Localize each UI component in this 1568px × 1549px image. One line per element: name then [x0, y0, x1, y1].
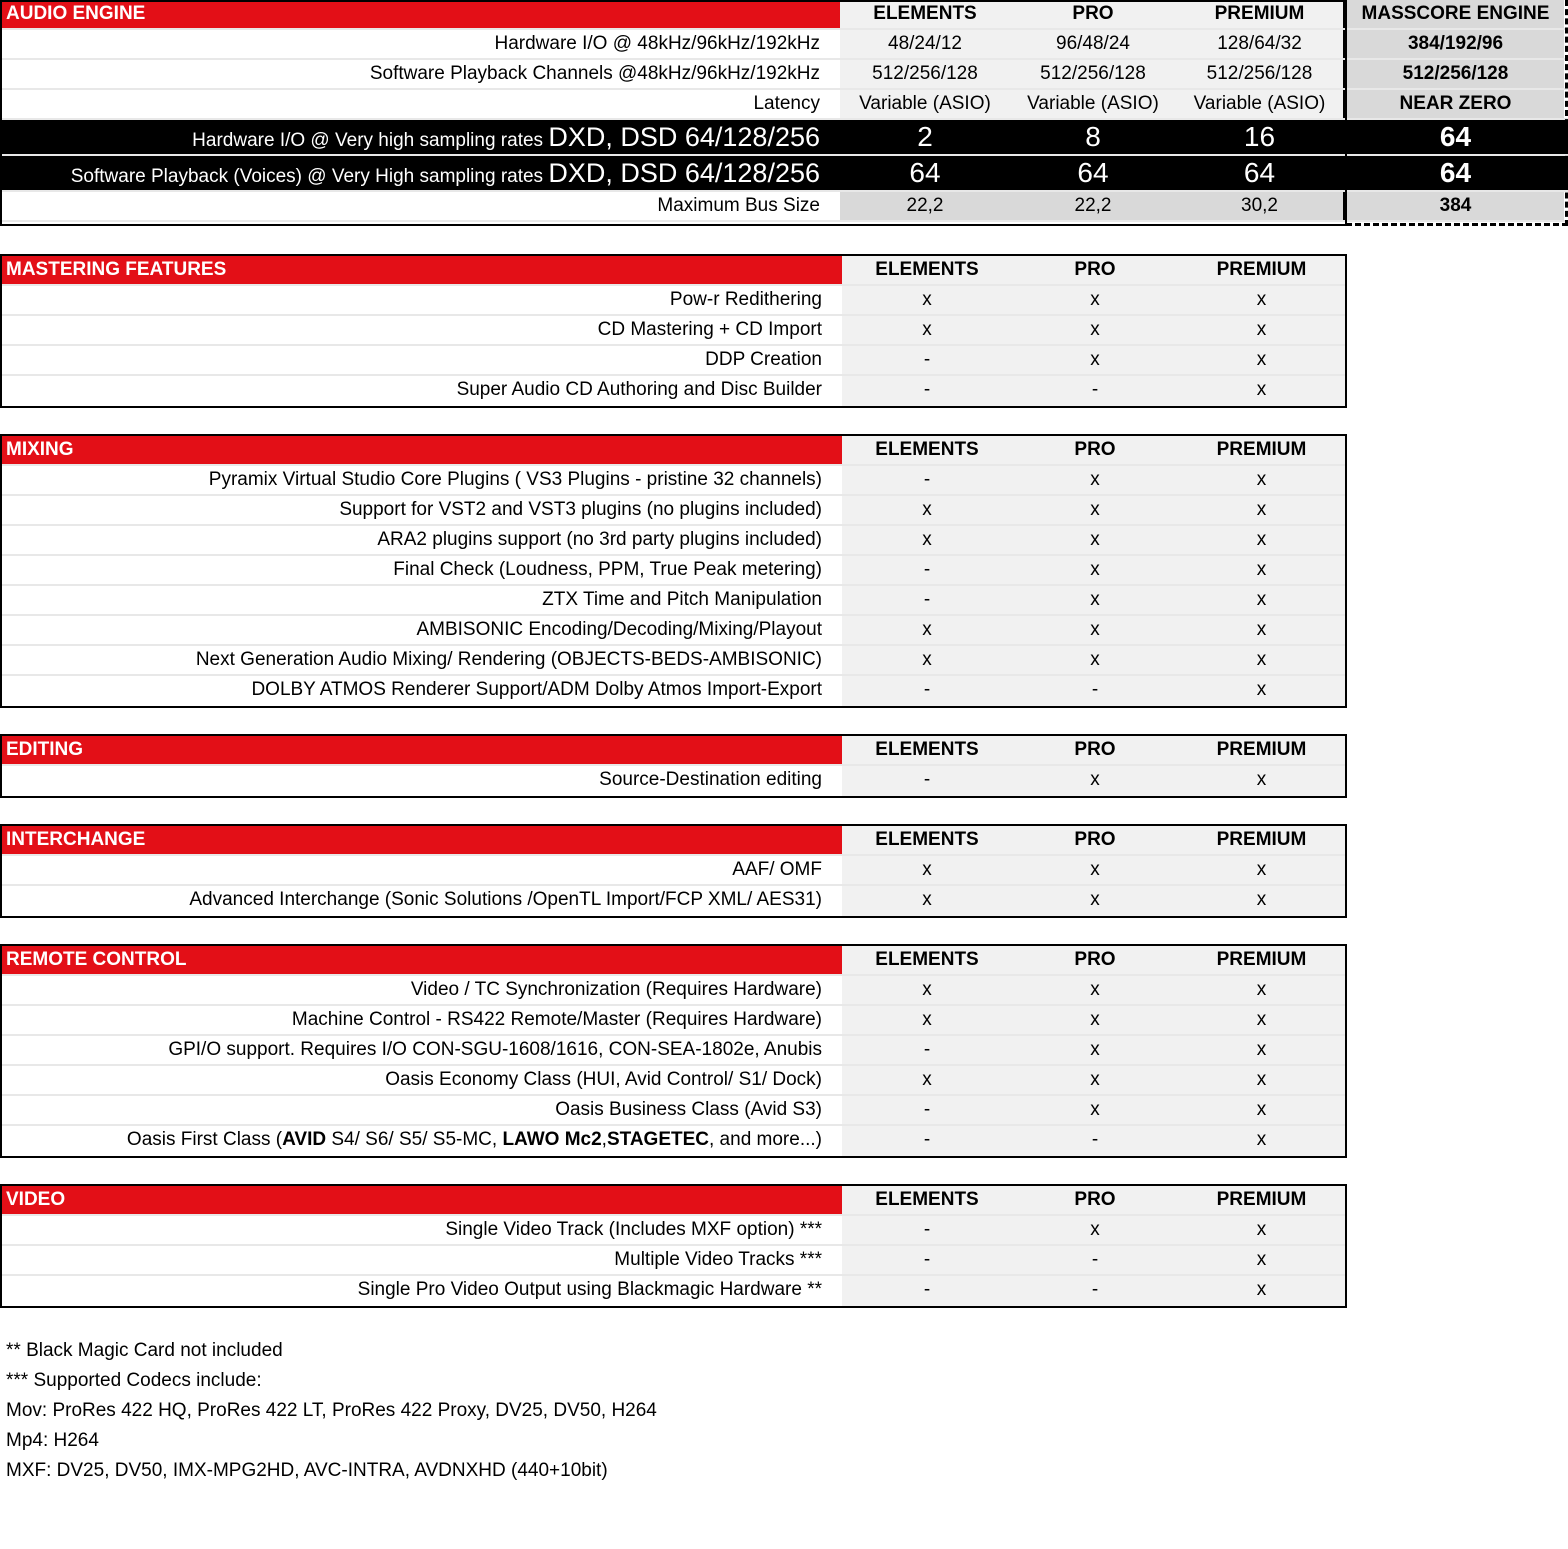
cell-premium: x	[1178, 766, 1345, 796]
cell-elements: 2	[840, 120, 1010, 154]
cell-pro: 64	[1010, 156, 1176, 190]
col-elements: ELEMENTS	[842, 826, 1012, 854]
row-label: Next Generation Audio Mixing/ Rendering (OBJECTS-BEDS-AMBISONIC)	[195, 649, 822, 670]
cell-pro: -	[1012, 1246, 1178, 1274]
footnote: Mp4: H264	[6, 1430, 99, 1451]
cell-premium: x	[1178, 526, 1345, 554]
row-label-part: AVID	[282, 1129, 327, 1150]
col-pro: PRO	[1012, 946, 1178, 974]
row-label: Latency	[0, 90, 840, 118]
table-header-row	[2, 736, 1345, 766]
cell-pro: 22,2	[1010, 192, 1176, 220]
row-label: Source-Destination editing	[599, 769, 822, 790]
row-label: Advanced Interchange (Sonic Solutions /OpenTL Import/FCP XML/ AES31)	[189, 889, 822, 910]
row-label: Oasis Business Class (Avid S3)	[555, 1099, 822, 1120]
cell-elements: 512/256/128	[840, 60, 1010, 88]
row-label-text: Hardware I/O @ Very high sampling rates	[192, 130, 544, 151]
col-elements: ELEMENTS	[840, 0, 1010, 28]
cell-premium: x	[1178, 1006, 1345, 1034]
table-header-row	[2, 946, 1345, 976]
row-label: Multiple Video Tracks ***	[614, 1249, 822, 1270]
row-label: Super Audio CD Authoring and Disc Builder	[456, 379, 822, 400]
cell-premium: x	[1178, 346, 1345, 374]
table-row	[2, 526, 1345, 556]
col-premium: PREMIUM	[1176, 0, 1343, 28]
section-title: REMOTE CONTROL	[2, 946, 842, 974]
row-label: DDP Creation	[705, 349, 822, 370]
audio-engine-table	[0, 0, 1568, 222]
cell-pro: 96/48/24	[1010, 30, 1176, 58]
section-title: AUDIO ENGINE	[0, 0, 840, 28]
cell-elements: -	[842, 1036, 1012, 1064]
cell-elements: x	[842, 1066, 1012, 1094]
cell-premium: x	[1178, 1126, 1345, 1156]
col-elements: ELEMENTS	[842, 256, 1012, 284]
row-label-part: S4/ S6/ S5/ S5-MC,	[326, 1129, 503, 1150]
cell-pro: x	[1012, 1216, 1178, 1244]
cell-elements: -	[842, 1246, 1012, 1274]
cell-masscore: 64	[1347, 120, 1564, 154]
cell-premium: x	[1178, 616, 1345, 644]
table-row	[2, 1216, 1345, 1246]
col-pro: PRO	[1012, 736, 1178, 764]
cell-premium: x	[1178, 316, 1345, 344]
cell-elements: x	[842, 526, 1012, 554]
cell-premium: x	[1178, 556, 1345, 584]
row-label: Oasis Economy Class (HUI, Avid Control/ S1/ Dock)	[385, 1069, 822, 1090]
col-premium: PREMIUM	[1178, 736, 1345, 764]
cell-masscore: 384	[1347, 192, 1564, 220]
cell-pro: x	[1012, 496, 1178, 524]
table-row	[2, 1246, 1345, 1276]
cell-elements: x	[842, 856, 1012, 884]
table-row	[2, 1126, 1345, 1156]
row-label: Video / TC Synchronization (Requires Hardware)	[410, 979, 822, 1000]
cell-premium: 128/64/32	[1176, 30, 1343, 58]
cell-elements: Variable (ASIO)	[840, 90, 1010, 118]
row-label: Machine Control - RS422 Remote/Master (Requires Hardware)	[291, 1009, 822, 1030]
cell-pro: x	[1012, 1006, 1178, 1034]
table-row	[2, 1036, 1345, 1066]
cell-elements: -	[842, 1276, 1012, 1306]
section-title: INTERCHANGE	[2, 826, 842, 854]
col-premium: PREMIUM	[1178, 826, 1345, 854]
table-row	[2, 496, 1345, 526]
row-label-big: DXD, DSD 64/128/256	[548, 122, 820, 152]
cell-premium: 30,2	[1176, 192, 1343, 220]
row-label: Pow-r Redithering	[669, 289, 822, 310]
cell-pro: 512/256/128	[1010, 60, 1176, 88]
cell-pro: x	[1012, 886, 1178, 916]
row-label: Single Video Track (Includes MXF option) ***	[445, 1219, 822, 1240]
cell-pro: x	[1012, 1066, 1178, 1094]
cell-elements: -	[842, 346, 1012, 374]
cell-premium: Variable (ASIO)	[1176, 90, 1343, 118]
cell-elements: x	[842, 286, 1012, 314]
footnote: Mov: ProRes 422 HQ, ProRes 422 LT, ProRes 422 Proxy, DV25, DV50, H264	[6, 1400, 657, 1421]
row-label: Pyramix Virtual Studio Core Plugins ( VS3 Plugins - pristine 32 channels)	[208, 469, 822, 490]
cell-elements: -	[842, 1096, 1012, 1124]
section-title: MASTERING FEATURES	[2, 256, 842, 284]
table-row	[0, 30, 1568, 60]
row-label: Final Check (Loudness, PPM, True Peak metering)	[393, 559, 822, 580]
cell-elements: 64	[840, 156, 1010, 190]
row-label	[0, 120, 840, 154]
table-row	[0, 192, 1568, 222]
cell-masscore: NEAR ZERO	[1347, 90, 1564, 118]
cell-elements: 22,2	[840, 192, 1010, 220]
row-label	[2, 1126, 842, 1156]
cell-premium: x	[1178, 1096, 1345, 1124]
row-label: AMBISONIC Encoding/Decoding/Mixing/Playout	[416, 619, 822, 640]
cell-elements: x	[842, 316, 1012, 344]
col-premium: PREMIUM	[1178, 1186, 1345, 1214]
cell-pro: -	[1012, 676, 1178, 706]
col-masscore: MASSCORE ENGINE	[1347, 0, 1564, 28]
cell-masscore: 384/192/96	[1347, 30, 1564, 58]
cell-pro: x	[1012, 1036, 1178, 1064]
row-label: DOLBY ATMOS Renderer Support/ADM Dolby Atmos Import-Export	[251, 679, 822, 700]
col-pro: PRO	[1012, 826, 1178, 854]
mixing-table	[0, 434, 1347, 708]
section-title: VIDEO	[2, 1186, 842, 1214]
cell-premium: x	[1178, 586, 1345, 614]
row-label-part: ,	[601, 1129, 607, 1150]
table-header-row	[2, 1186, 1345, 1216]
cell-pro: x	[1012, 766, 1178, 796]
col-elements: ELEMENTS	[842, 946, 1012, 974]
remote-control-table	[0, 944, 1347, 1158]
cell-pro: x	[1012, 466, 1178, 494]
cell-premium: x	[1178, 646, 1345, 674]
cell-elements: x	[842, 496, 1012, 524]
table-row	[2, 286, 1345, 316]
cell-pro: x	[1012, 316, 1178, 344]
col-pro: PRO	[1012, 1186, 1178, 1214]
table-row	[2, 616, 1345, 646]
table-row	[2, 976, 1345, 1006]
cell-premium: 64	[1176, 156, 1343, 190]
table-row	[2, 646, 1345, 676]
cell-pro: x	[1012, 856, 1178, 884]
col-premium: PREMIUM	[1178, 256, 1345, 284]
row-label: Maximum Bus Size	[0, 192, 840, 220]
row-label-part: STAGETEC	[606, 1129, 709, 1150]
cell-elements: -	[842, 676, 1012, 706]
col-premium: PREMIUM	[1178, 436, 1345, 464]
cell-pro: 8	[1010, 120, 1176, 154]
mastering-table	[0, 254, 1347, 408]
cell-pro: x	[1012, 1096, 1178, 1124]
table-row	[2, 856, 1345, 886]
cell-premium: x	[1178, 676, 1345, 706]
cell-pro: -	[1012, 1276, 1178, 1306]
table-row	[2, 1006, 1345, 1036]
row-label-part: LAWO Mc2	[502, 1129, 602, 1150]
cell-premium: 512/256/128	[1176, 60, 1343, 88]
cell-pro: x	[1012, 586, 1178, 614]
cell-pro: Variable (ASIO)	[1010, 90, 1176, 118]
col-elements: ELEMENTS	[842, 436, 1012, 464]
cell-premium: x	[1178, 376, 1345, 406]
cell-pro: x	[1012, 646, 1178, 674]
row-label: ZTX Time and Pitch Manipulation	[542, 589, 822, 610]
table-row	[2, 676, 1345, 706]
cell-premium: x	[1178, 856, 1345, 884]
cell-pro: x	[1012, 346, 1178, 374]
row-label-text: Software Playback (Voices) @ Very High sampling rates	[70, 166, 544, 187]
table-row	[2, 466, 1345, 496]
table-row	[2, 586, 1345, 616]
cell-premium: x	[1178, 1246, 1345, 1274]
cell-premium: x	[1178, 286, 1345, 314]
cell-pro: x	[1012, 286, 1178, 314]
cell-elements: x	[842, 976, 1012, 1004]
cell-premium: x	[1178, 466, 1345, 494]
row-label: Support for VST2 and VST3 plugins (no plugins included)	[339, 499, 822, 520]
cell-elements: x	[842, 1006, 1012, 1034]
cell-elements: -	[842, 1216, 1012, 1244]
cell-premium: x	[1178, 1036, 1345, 1064]
footnotes	[6, 1336, 657, 1486]
row-label: Hardware I/O @ 48kHz/96kHz/192kHz	[0, 30, 840, 58]
col-pro: PRO	[1012, 436, 1178, 464]
cell-elements: 48/24/12	[840, 30, 1010, 58]
table-row	[2, 766, 1345, 796]
cell-premium: x	[1178, 1216, 1345, 1244]
table-row	[2, 1096, 1345, 1126]
table-header-row	[2, 256, 1345, 286]
row-label: AAF/ OMF	[732, 859, 822, 880]
cell-pro: -	[1012, 376, 1178, 406]
interchange-table	[0, 824, 1347, 918]
table-header-row	[0, 0, 1568, 30]
table-row	[2, 376, 1345, 406]
footnote: *** Supported Codecs include:	[6, 1370, 262, 1391]
table-row-highlight	[0, 120, 1568, 156]
col-elements: ELEMENTS	[842, 1186, 1012, 1214]
row-label-big: DXD, DSD 64/128/256	[548, 158, 820, 188]
table-row	[2, 346, 1345, 376]
row-label: Single Pro Video Output using Blackmagic Hardware **	[357, 1279, 822, 1300]
cell-pro: x	[1012, 526, 1178, 554]
cell-pro: -	[1012, 1126, 1178, 1156]
cell-premium: x	[1178, 1276, 1345, 1306]
row-label: GPI/O support. Requires I/O CON-SGU-1608/1616, CON-SEA-1802e, Anubis	[168, 1039, 822, 1060]
col-premium: PREMIUM	[1178, 946, 1345, 974]
table-row	[0, 90, 1568, 120]
row-label-part: , and more...)	[709, 1129, 822, 1150]
table-row	[2, 316, 1345, 346]
row-label: CD Mastering + CD Import	[597, 319, 822, 340]
table-header-row	[2, 436, 1345, 466]
section-title: MIXING	[2, 436, 842, 464]
cell-masscore: 512/256/128	[1347, 60, 1564, 88]
cell-elements: x	[842, 886, 1012, 916]
table-row-highlight	[0, 156, 1568, 192]
cell-elements: -	[842, 586, 1012, 614]
table-row	[2, 556, 1345, 586]
section-title: EDITING	[2, 736, 842, 764]
row-label: Software Playback Channels @48kHz/96kHz/192kHz	[0, 60, 840, 88]
row-label-part: Oasis First Class (	[126, 1129, 283, 1150]
cell-elements: -	[842, 766, 1012, 796]
row-label: ARA2 plugins support (no 3rd party plugins included)	[377, 529, 822, 550]
row-label	[0, 156, 840, 190]
cell-pro: x	[1012, 616, 1178, 644]
cell-premium: 16	[1176, 120, 1343, 154]
col-pro: PRO	[1010, 0, 1176, 28]
table-row	[2, 886, 1345, 916]
footnote: ** Black Magic Card not included	[6, 1340, 283, 1361]
cell-premium: x	[1178, 976, 1345, 1004]
cell-elements: x	[842, 616, 1012, 644]
cell-elements: -	[842, 466, 1012, 494]
table-row	[0, 60, 1568, 90]
video-table	[0, 1184, 1347, 1308]
cell-premium: x	[1178, 496, 1345, 524]
cell-premium: x	[1178, 886, 1345, 916]
table-row	[2, 1066, 1345, 1096]
footnote: MXF: DV25, DV50, IMX-MPG2HD, AVC-INTRA, AVDNXHD (440+10bit)	[6, 1460, 608, 1481]
col-pro: PRO	[1012, 256, 1178, 284]
cell-pro: x	[1012, 976, 1178, 1004]
col-elements: ELEMENTS	[842, 736, 1012, 764]
cell-elements: -	[842, 1126, 1012, 1156]
cell-elements: -	[842, 556, 1012, 584]
cell-masscore: 64	[1347, 156, 1564, 190]
cell-elements: -	[842, 376, 1012, 406]
cell-elements: x	[842, 646, 1012, 674]
cell-premium: x	[1178, 1066, 1345, 1094]
table-header-row	[2, 826, 1345, 856]
table-row	[2, 1276, 1345, 1306]
cell-pro: x	[1012, 556, 1178, 584]
editing-table	[0, 734, 1347, 798]
